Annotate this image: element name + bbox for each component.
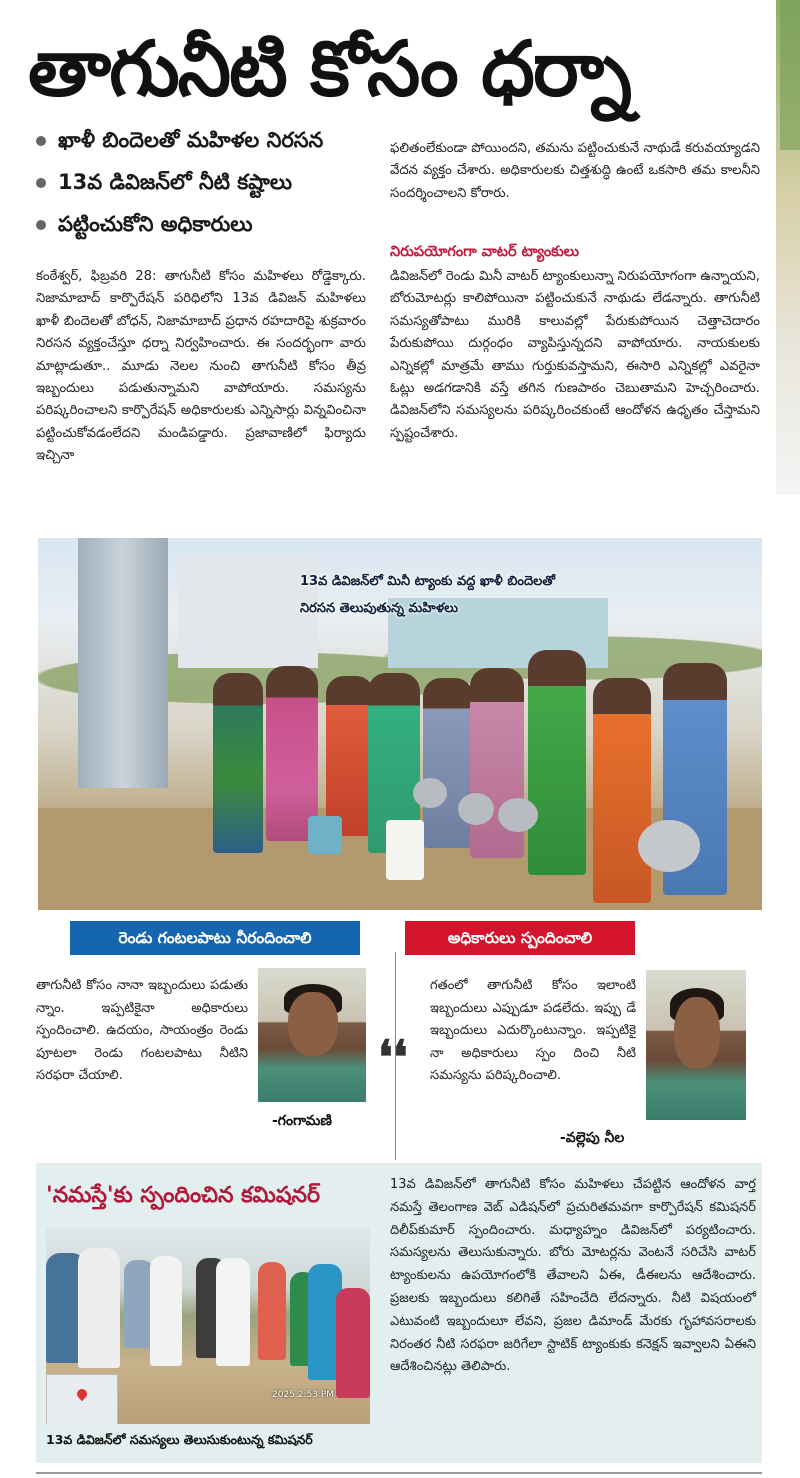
photo-pot bbox=[498, 798, 538, 832]
quote-left-banner: రెండు గంటలపాటు నీరందించాలి bbox=[70, 921, 360, 955]
commissioner-photo-caption: 13వ డివిజన్‌లో సమస్యలు తెలుసుకుంటున్న కమిషనర్‌ bbox=[46, 1432, 313, 1447]
photo-person bbox=[258, 1262, 286, 1360]
bullet-3 bbox=[36, 212, 252, 242]
commissioner-article: 13వ డివిజన్‌లో తాగునీటి కోసం మహిళలు చేపట్టిన ఆందోళన వార్త నమస్తే తెలంగాణ వెబ్‌ ఎడిషన్‌లో ప్రచురితమవగా కార్పొరేషన్‌ కమిషనర్‌ దిలీప్‌కుమార్‌ స్పందించారు. మధ్యాహ్నం డివిజన్‌లో పర్యటించారు. సమస్యలను తెలుసుకున్నారు. బోరు మోటర్లను వెంటనే సరిచేసి వాటర్‌ ట్యాంకులను ఉపయోగంలోకి తేవాలని ఏఈ, డీఈలను ఆదేశించారు. ప్రజలకు ఇబ్బందులు కలిగితే సహించేది లేదన్నారు. నీటి విషయంలో ఎటువంటి ఇబ్బందులూ లేవని, ప్రజల డిమాండ్‌ మేరకు గృహావసరాలకు నిరంతర నీటి సరఫరా జరిగేలా స్టాటిక్‌ ట్యాంకుకు కనెక్షన్‌ ఇవ్వాలని ఏఈని ఆదేశించినట్లు తెలిపారు. bbox=[390, 1177, 756, 1375]
article-right-column-body: డివిజన్‌లో రెండు మినీ వాటర్‌ ట్యాంకులున్నా నిరుపయోగంగా ఉన్నాయని, బోరుమోటర్లు కాలిపోయినా పట్టించుకునే నాథుడు లేడన్నారు. తాగునీటి సమస్యతోపాటు మురికి కాలువల్లో పేరుకుపోయిన చెత్తాచెదారం పేరుకుపోయి దుర్గంధం వ్యాపిస్తున్నదని వాపోయారు. నాయకులకు ఎన్నికల్లో మాత్రమే తాము గుర్తుకువస్తామని, ఈసారి ఎన్నికల్లో ఎవరైనా ఓట్లు అడగడానికి వస్తే తగిన గుణపాఠం చెబుతామని హెచ్చరించారు. డివిజన్‌లోని సమస్యలను పరిష్కరించకుంటే ఆందోళన ఉధృతం చేస్తామని స్పష్టంచేశారు. bbox=[390, 269, 760, 441]
commissioner-heading: 'నమస్తే'కు స్పందించిన కమిషనర్‌ bbox=[46, 1183, 321, 1208]
bullet-2-text: 13వ డివిజన్‌లో నీటి కష్టాలు bbox=[58, 170, 292, 194]
map-thumbnail bbox=[46, 1374, 118, 1424]
portrait-face bbox=[674, 997, 720, 1069]
photo-pot bbox=[458, 793, 494, 825]
quote-right-banner: అధికారులు స్పందించాలి bbox=[405, 921, 635, 955]
photo-person bbox=[336, 1288, 370, 1398]
photo-person bbox=[78, 1248, 120, 1368]
photo-timestamp: 2025 2:53 PM bbox=[272, 1390, 335, 1400]
photo-bucket bbox=[386, 820, 424, 880]
photo-pot bbox=[638, 820, 700, 872]
headline: తాగునీటి కోసం ధర్నా bbox=[28, 24, 630, 113]
photo-bucket bbox=[308, 816, 342, 854]
photo-woman bbox=[266, 666, 318, 841]
quote-left-portrait bbox=[258, 968, 366, 1102]
photo-woman bbox=[213, 673, 263, 853]
commissioner-photo bbox=[46, 1228, 370, 1424]
portrait-face bbox=[288, 992, 338, 1056]
photo-woman bbox=[593, 678, 651, 903]
quote-right-text: గతంలో తాగునీటి కోసం ఇలాంటి ఇబ్బందులు ఎప్పుడూ పడలేదు. ఇప్పు డే ఇబ్బందులు ఎదుర్కొంటున్నాం. ఇప్పటికై నా అధికారులు స్పం దించి నీటి సమస్యను పరిష్కరించాలి. bbox=[430, 978, 636, 1083]
bullet-3-text: పట్టించుకోని అధికారులు bbox=[58, 212, 253, 236]
adjacent-photo-foliage bbox=[780, 0, 800, 150]
photo-pot bbox=[413, 778, 447, 808]
bottom-rule bbox=[36, 1472, 762, 1474]
photo-person bbox=[150, 1256, 182, 1366]
quote-left-signature: -గంగామణి bbox=[272, 1113, 332, 1129]
bullet-dot bbox=[36, 178, 46, 188]
map-pin-icon bbox=[75, 1387, 89, 1401]
bullet-1-text: ఖాళీ బిందెలతో మహిళల నిరసన bbox=[58, 128, 324, 152]
bullet-1 bbox=[36, 128, 323, 158]
article-right-column-intro: ఫలితంలేకుండా పోయిందని, తమను పట్టించుకునే నాథుడే కరువయ్యాడని వేదన వ్యక్తం చేశారు. అధికారులకు చిత్తశుద్ధి ఉంటే ఒకసారి తమ కాలనీని సందర్శించాలని కోరారు. bbox=[390, 141, 760, 201]
photo-woman bbox=[528, 650, 586, 875]
photo-woman bbox=[326, 676, 374, 836]
photo-person bbox=[216, 1258, 250, 1366]
quote-right-signature: -వల్లెపు నీల bbox=[560, 1130, 625, 1146]
bullet-dot bbox=[36, 220, 46, 230]
photo-house bbox=[178, 558, 318, 668]
article-left-column: కంఠేశ్వర్‌, ఫిబ్రవరి 28: తాగునీటి కోసం మహిళలు రోడ్డెక్కారు. నిజామాబాద్‌ కార్పొరేషన్‌ పరిధిలోని 13వ డివిజన్‌ మహిళలు ఖాళీ బిందెలతో బోధన్‌, నిజామాబాద్‌ ప్రధాన రహదారిపై శుక్రవారం నిరసన వ్యక్తంచేస్తూ ధర్నా నిర్వహించారు. ఈ సందర్భంగా వారు మాట్లాడుతూ.. మూడు నెలల నుంచి తాగునీటి కోసం తీవ్ర ఇబ్బందులు పడుతున్నామని వాపోయారు. సమస్యను పరిష్కరించాలని కార్పొరేషన్‌ అధికారులకు ఎన్నిసార్లు విన్నవించినా పట్టించుకోవడంలేదని మండిపడ్డారు. ప్రజావాణిలో ఫిర్యాదు ఇచ్చినా bbox=[36, 269, 366, 464]
bullet-2 bbox=[36, 170, 292, 200]
quote-mark-icon: ❛❛ bbox=[378, 1030, 408, 1084]
photo-water-tank-pillar bbox=[78, 538, 168, 788]
subheading: నిరుపయోగంగా వాటర్‌ ట్యాంకులు bbox=[390, 244, 580, 260]
quote-right-portrait bbox=[646, 970, 746, 1120]
bullet-dot bbox=[36, 136, 46, 146]
photo-caption: 13వ డివిజన్‌లో మినీ ట్యాంకు వద్ద ఖాళీ బిందెలతో నిరసన తెలుపుతున్న మహిళలు bbox=[300, 574, 556, 616]
quote-left-text: తాగునీటి కోసం నానా ఇబ్బందులు పడుతు న్నాం. ఇప్పటికైనా అధికారులు స్పందించాలి. ఉదయం, సాయంత్రం రెండు పూటలా రెండు గంటలపాటు నీటిని సరఫరా చేయాలి. bbox=[36, 978, 248, 1083]
